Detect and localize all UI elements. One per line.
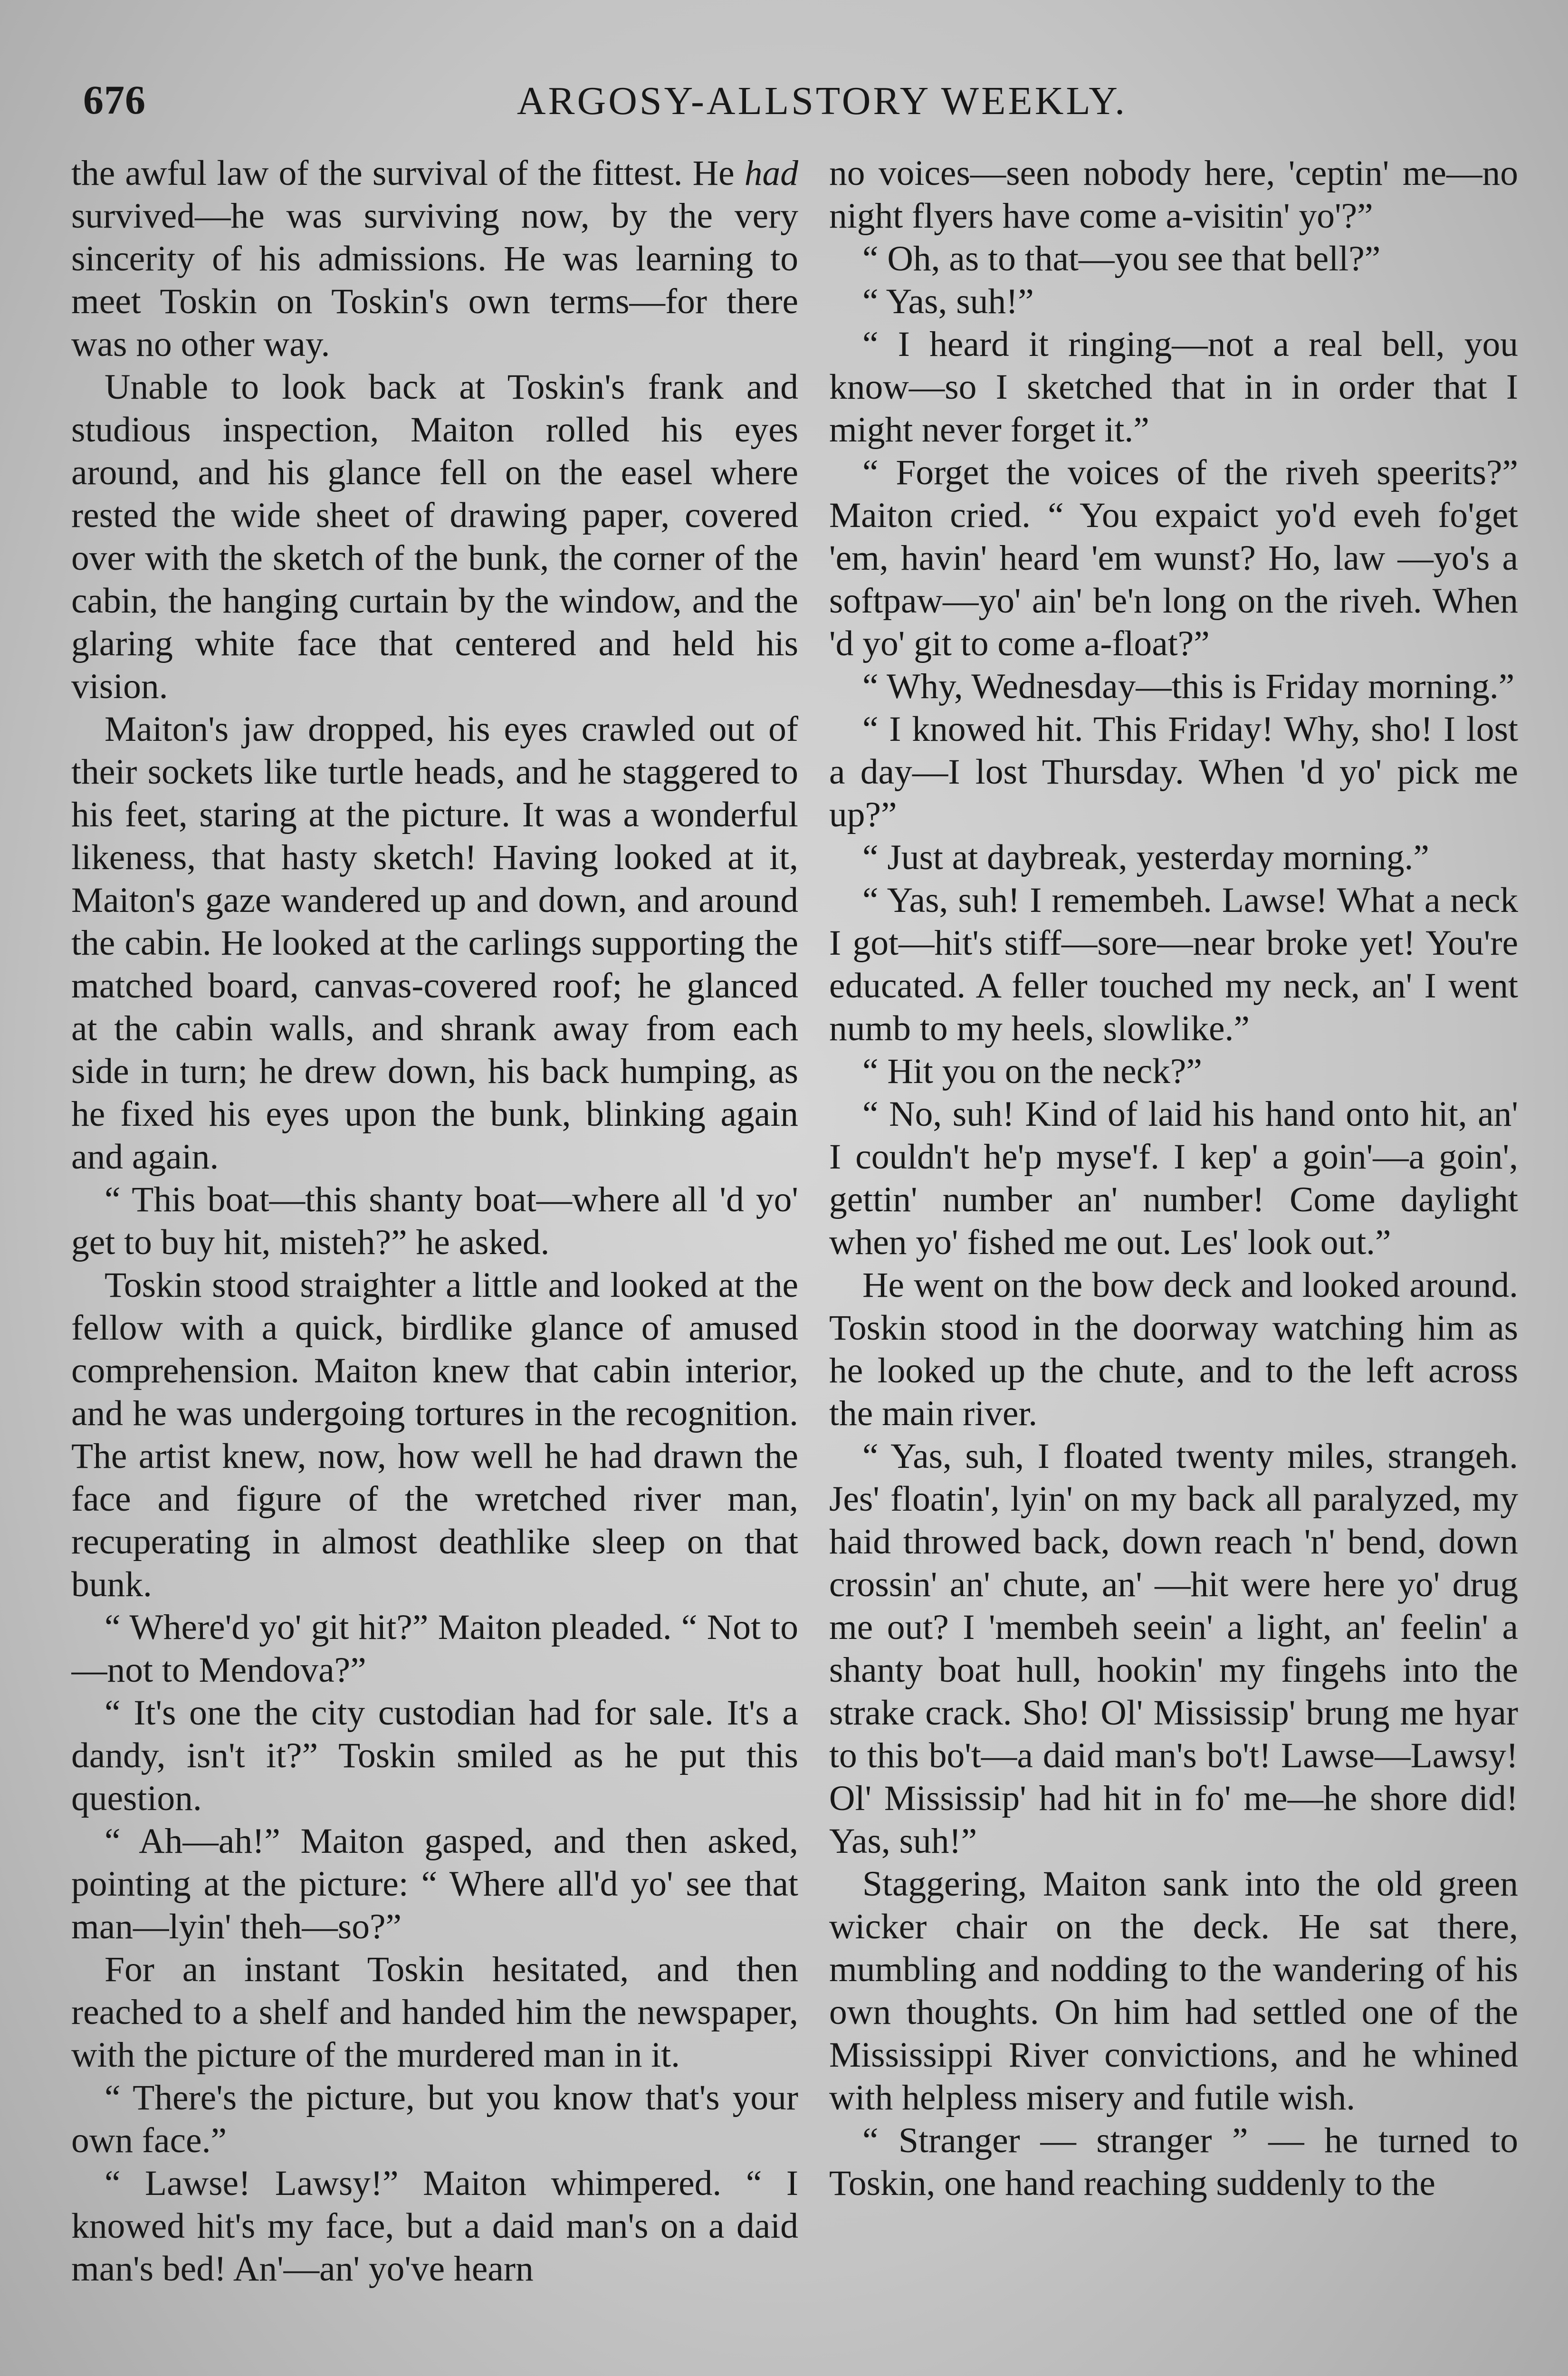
paragraph: For an instant Toskin hesitated, and then reached to a shelf and handed him the newspaper, with the picture of the murdered man in it.	[71, 1950, 798, 2075]
paragraph: “ Oh, as to that—you see that bell?”	[862, 239, 1381, 278]
paragraph: “ Lawse! Lawsy!” Maiton whimpered. “ I knowed hit's my face, but a daid man's on a daid man's bed! An'—an' yo've hearn	[71, 2164, 798, 2289]
page-number: 676	[83, 77, 146, 123]
paragraph: “ Hit you on the neck?”	[862, 1052, 1202, 1091]
paragraph: He went on the bow deck and looked around. Toskin stood in the doorway watching him as he looked up the chute, and to the left across the main river.	[829, 1265, 1518, 1433]
paragraph: Toskin stood straighter a little and looked at the fellow with a quick, birdlike glance of amused comprehension. Maiton knew that cabin interior, and he was undergoing tortures in the recognition. The artist knew, now, how well he had drawn the face and figure of the wretched river man, recuperating in almost deathlike sleep on that bunk.	[71, 1265, 798, 1604]
paragraph: “ Yas, suh! I remembeh. Lawse! What a neck I got—hit's stiff—sore—near broke yet! You're educated. A feller touched my neck, an' I went numb to my heels, slowlike.”	[829, 881, 1518, 1048]
paragraph: “ Yas, suh, I floated twenty miles, strangeh. Jes' floatin', lyin' on my back all paralyzed, my haid throwed back, down reach 'n' bend, down crossin' an' chute, an' —hit were here yo' drug me out? I 'membeh seein' a light, an' feelin' a shanty boat hull, hookin' my fingehs into the strake crack. Sho! Ol' Mississip' brung me hyar to this bo't—a daid man's bo't! Lawse—Lawsy! Ol' Mississip' had hit in fo' me—he shore did! Yas, suh!”	[829, 1437, 1518, 1861]
paragraph: “ Ah—ah!” Maiton gasped, and then asked, pointing at the picture: “ Where all'd yo' see that man—lyin' theh—so?”	[71, 1821, 798, 1946]
paragraph: “ Stranger — stranger ” — he turned to Toskin, one hand reaching suddenly to the	[829, 2121, 1518, 2203]
paragraph: “ Why, Wednesday—this is Friday morning.”	[862, 667, 1515, 706]
left-column	[71, 152, 798, 2376]
paragraph: Unable to look back at Toskin's frank and studious inspection, Maiton rolled his eyes around, and his glance fell on the easel where rested the wide sheet of drawing paper, covered over with the sketch of the bunk, the corner of the cabin, the hanging curtain by the window, and the glaring white face that centered and held his vision.	[71, 367, 798, 706]
paragraph: “ It's one the city custodian had for sale. It's a dandy, isn't it?” Toskin smiled as he put this question.	[71, 1693, 798, 1818]
paragraph: “ Just at daybreak, yesterday morning.”	[862, 838, 1429, 877]
right-column	[829, 152, 1518, 2376]
paragraph: the awful law of the survival of the fittest. He had survived—he was surviving now, by the very sincerity of his admissions. He was learning to meet Toskin on Toskin's own terms—for there was no other way.	[71, 153, 798, 364]
paragraph: “ I knowed hit. This Friday! Why, sho! I lost a day—I lost Thursday. When 'd yo' pick me up?”	[829, 709, 1518, 834]
paragraph: Staggering, Maiton sank into the old green wicker chair on the deck. He sat there, mumbling and nodding to the wandering of his own thoughts. On him had settled one of the Mississippi River convictions, and he whined with helpless misery and futile wish.	[829, 1864, 1518, 2117]
paragraph: “ There's the picture, but you know that's your own face.”	[71, 2078, 798, 2160]
paragraph: “ Yas, suh!”	[862, 282, 1034, 321]
paragraph: “ Forget the voices of the riveh speerits?” Maiton cried. “ You expaict yo'd eveh fo'get 'em, havin' heard 'em wunst? Ho, law —yo's a softpaw—yo' ain' be'n long on the riveh. When 'd yo' git to come a-float?”	[829, 453, 1518, 663]
page-header	[83, 71, 1494, 133]
paragraph: “ Where'd yo' git hit?” Maiton pleaded. “ Not to—not to Mendova?”	[71, 1608, 798, 1690]
emphasis: had	[744, 153, 798, 193]
paragraph: “ I heard it ringing—not a real bell, you know—so I sketched that in in order that I might never forget it.”	[829, 325, 1518, 450]
paragraph: no voices—seen nobody here, 'ceptin' me—no night flyers have come a-visitin' yo'?”	[829, 153, 1518, 236]
paragraph: “ This boat—this shanty boat—where all 'd yo' get to buy hit, misteh?” he asked.	[71, 1180, 798, 1262]
paragraph: “ No, suh! Kind of laid his hand onto hit, an' I couldn't he'p myse'f. I kep' a goin'—a goin', gettin' number an' number! Come daylight when yo' fished me out. Les' look out.”	[829, 1094, 1518, 1262]
paragraph: Maiton's jaw dropped, his eyes crawled out of their sockets like turtle heads, and he staggered to his feet, staring at the picture. It was a wonderful likeness, that hasty sketch! Having looked at it, Maiton's gaze wandered up and down, and around the cabin. He looked at the carlings supporting the matched board, canvas-covered roof; he glanced at the cabin walls, and shrank away from each side in turn; he drew down, his back humping, as he fixed his eyes upon the bunk, blinking again and again.	[71, 709, 798, 1177]
running-head: ARGOSY-ALLSTORY WEEKLY.	[516, 79, 1128, 123]
